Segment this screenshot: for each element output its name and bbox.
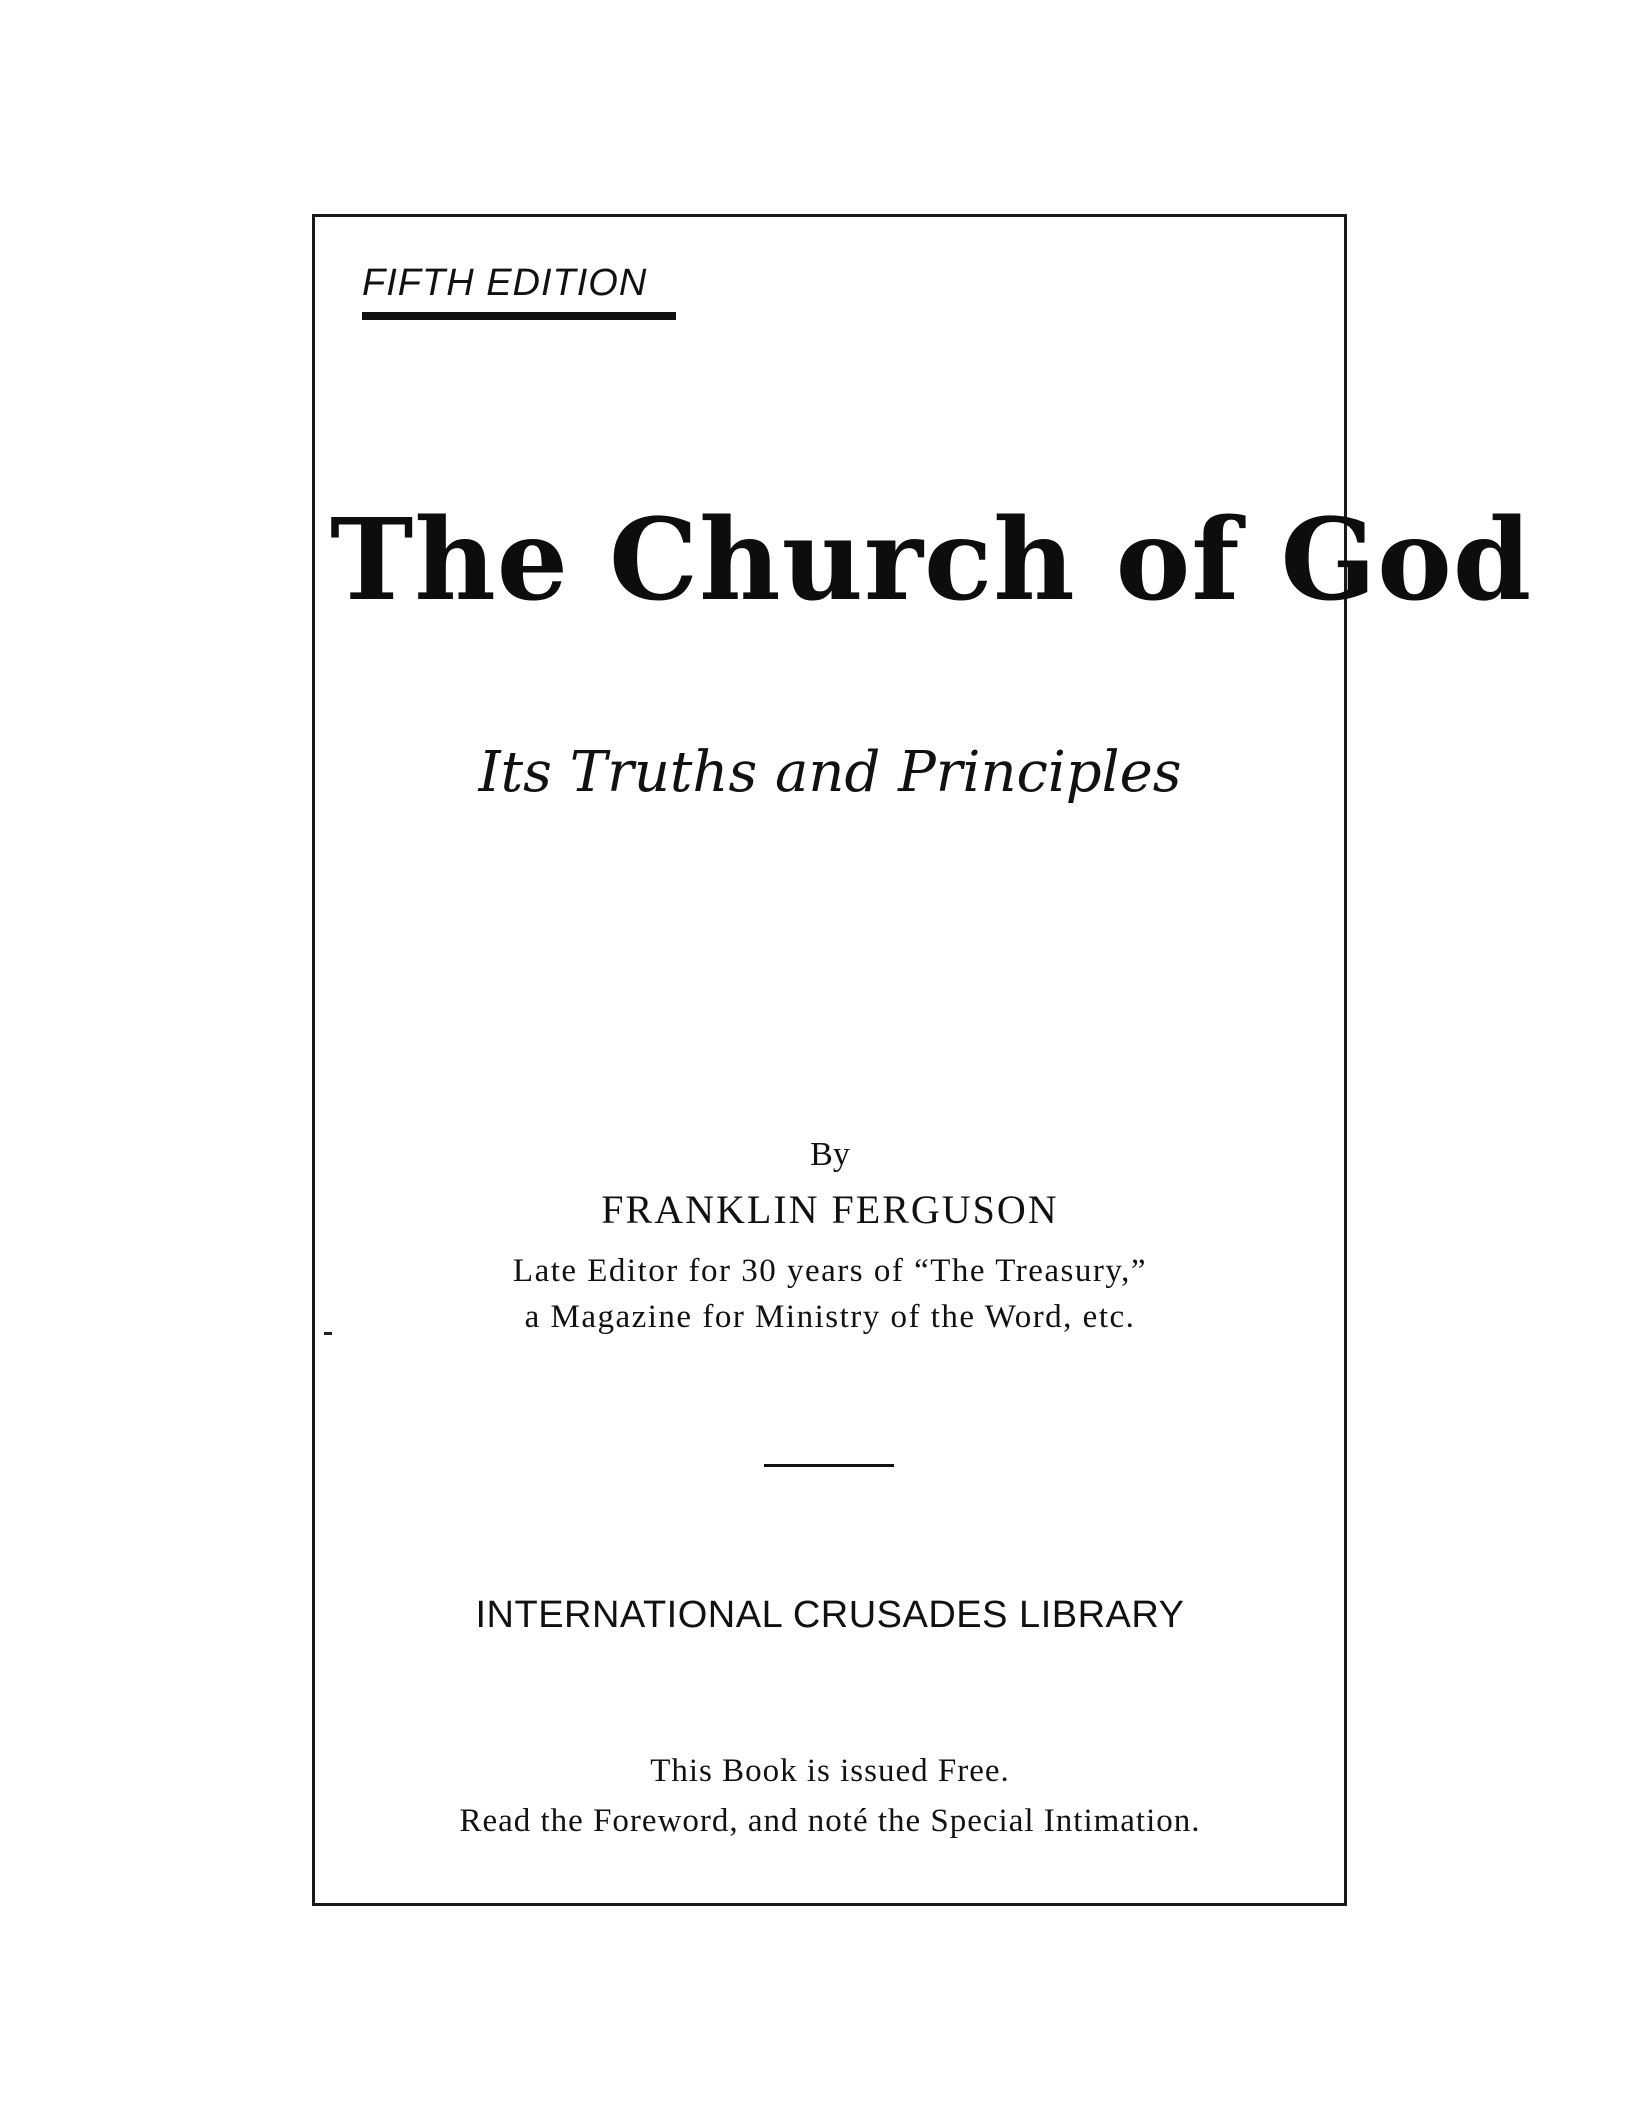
book-title: The Church of God	[330, 495, 1533, 626]
free-notice-line-1: This Book is issued Free.	[650, 1753, 1010, 1789]
free-notice-line-2: Read the Foreword, and noté the Special Intimation.	[459, 1803, 1201, 1839]
author-name: FRANKLIN FERGUSON	[601, 1187, 1059, 1232]
page-border	[312, 214, 1533, 1906]
byline: By	[810, 1136, 850, 1173]
library-name: INTERNATIONAL CRUSADES LIBRARY	[475, 1594, 1185, 1636]
author-description-line-2: a Magazine for Ministry of the Word, etc.	[524, 1299, 1136, 1335]
author-description	[330, 1248, 1330, 1340]
section-divider	[764, 1464, 894, 1467]
edition-label: FIFTH EDITION	[362, 262, 648, 304]
author-description-line-1: Late Editor for 30 years of “The Treasury,”	[512, 1253, 1148, 1289]
book-subtitle: Its Truths and Principles	[478, 740, 1182, 805]
free-notice	[330, 1746, 1330, 1846]
edition-underline	[362, 312, 676, 320]
